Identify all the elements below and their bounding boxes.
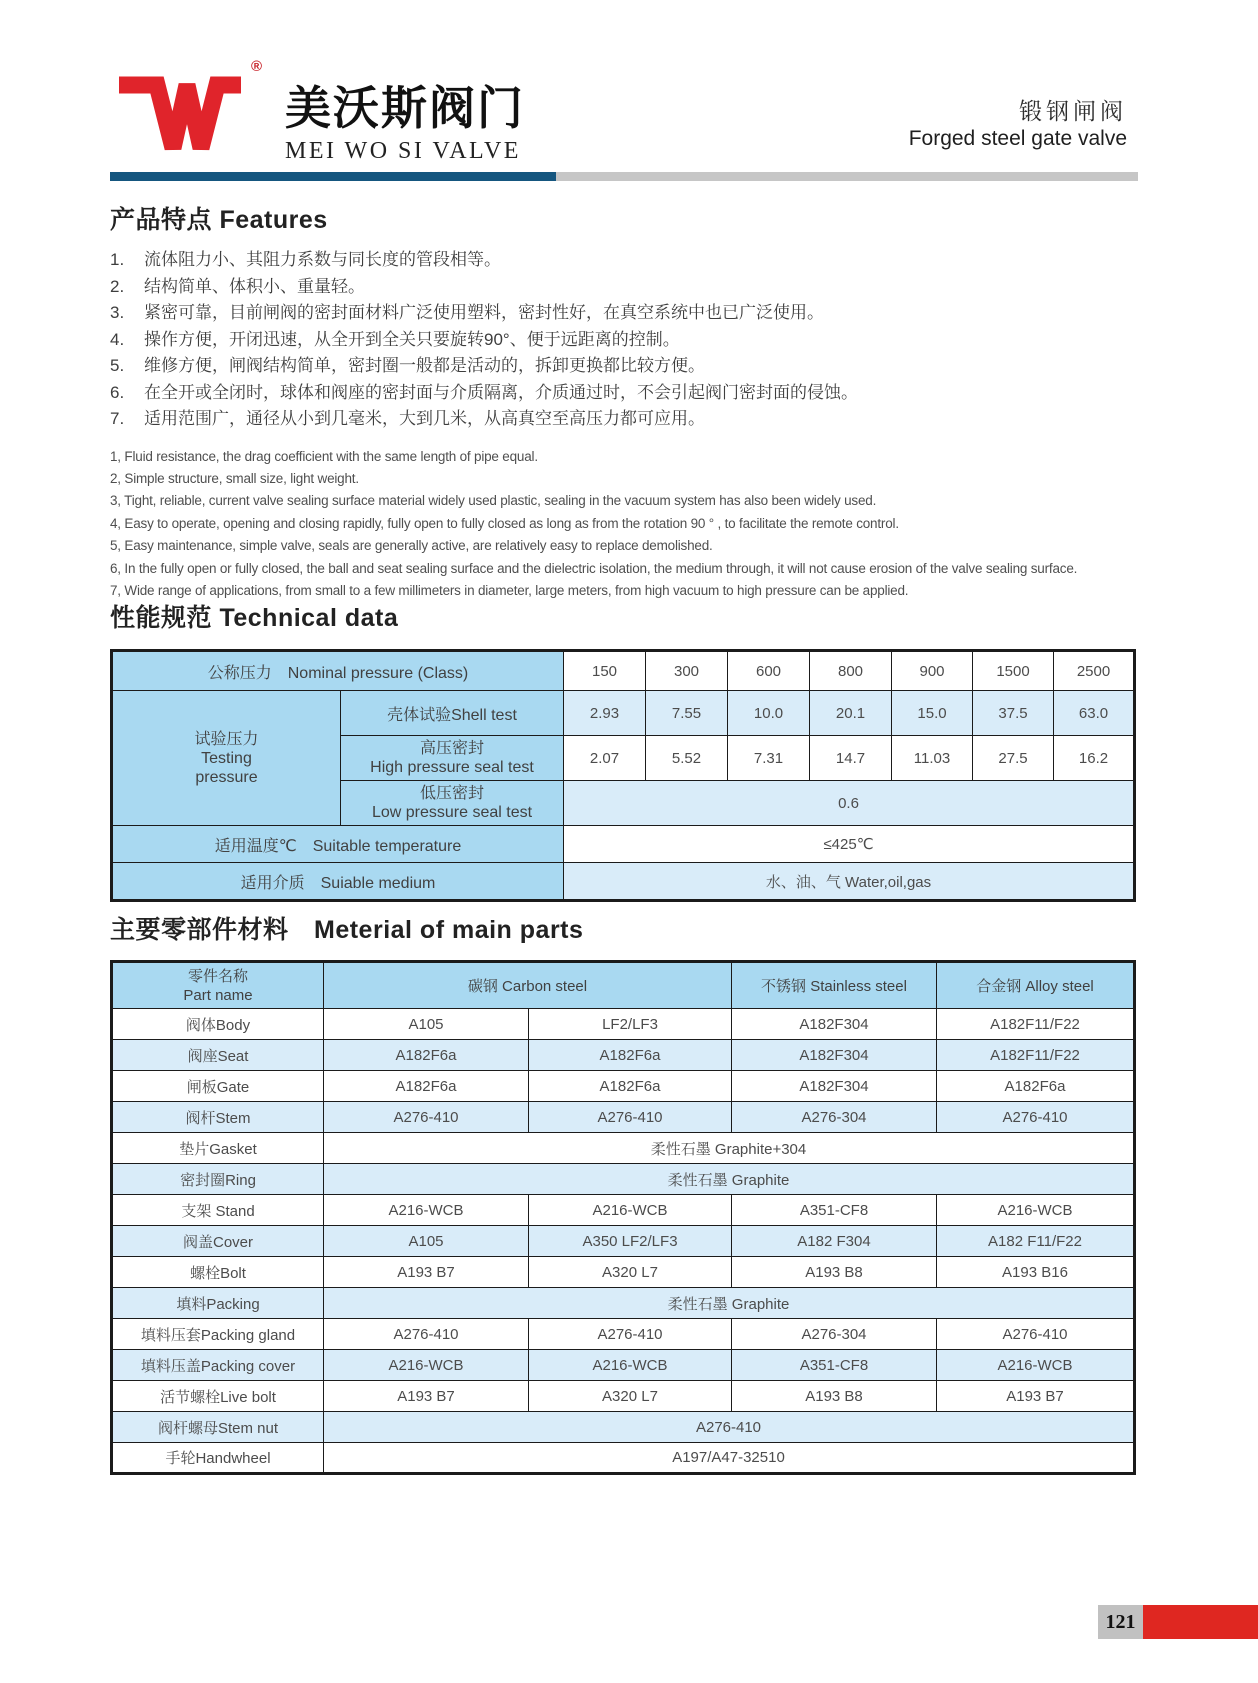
table-row [112, 1319, 1135, 1350]
material-cell: A216-WCB [529, 1350, 732, 1381]
part-name-cell: 填料压盖Packing cover [112, 1350, 324, 1381]
feature-item-cn [110, 247, 1140, 274]
label-line: Low pressure seal test [371, 804, 533, 821]
part-name-cell: 闸板Gate [112, 1071, 324, 1102]
item-text: 流体阻力小、其阻力系数与同长度的管段相等。 [144, 250, 501, 269]
material-merged-cell: 柔性石墨 Graphite+304 [324, 1133, 1135, 1164]
table-row [112, 1040, 1135, 1071]
material-cell: A182F11/F22 [937, 1009, 1135, 1040]
table-row [112, 1381, 1135, 1412]
item-number: 3. [110, 303, 125, 322]
feature-item-en: 2, Simple structure, small size, light weight. [110, 470, 359, 486]
low-seal-value: 0.6 [564, 781, 1135, 826]
technical-data-table [110, 649, 1136, 902]
suitable-temperature-label: 适用温度℃ Suitable temperature [112, 826, 564, 863]
item-text: 操作方便，开闭迅速，从全开到全关只要旋转90°、便于远距离的控制。 [144, 329, 680, 349]
material-cell: A193 B8 [732, 1381, 937, 1412]
header-rule-blue [110, 172, 556, 181]
item-number: 6. [110, 382, 125, 402]
feature-item-en: 1, Fluid resistance, the drag coefficient with the same length of pipe equal. [110, 448, 538, 464]
material-cell: A193 B7 [324, 1381, 529, 1412]
table-row [112, 1133, 1135, 1164]
shell-test-value: 63.0 [1054, 691, 1135, 736]
part-name-cell: 手轮Handwheel [112, 1443, 324, 1474]
material-cell: A276-304 [732, 1319, 937, 1350]
shell-test-value: 2.93 [564, 691, 646, 736]
brand-logo [115, 56, 635, 176]
product-name-en: Forged steel gate valve [908, 127, 1127, 150]
label-line: 零件名称 [187, 967, 248, 985]
material-cell: A182F304 [732, 1009, 937, 1040]
alloy-steel-header: 合金钢 Alloy steel [937, 962, 1135, 1009]
material-cell: LF2/LF3 [529, 1009, 732, 1040]
material-cell: A182 F11/F22 [937, 1226, 1135, 1257]
material-merged-cell: A197/A47-32510 [324, 1443, 1135, 1474]
table-row [112, 1226, 1135, 1257]
suitable-medium-label: 适用介质 Suiable medium [112, 863, 564, 901]
material-cell: A276-410 [937, 1102, 1135, 1133]
label-line: 试验压力 [194, 730, 259, 748]
table-row [112, 1443, 1135, 1474]
features-heading: 产品特点 Features [110, 206, 328, 234]
table-row [112, 1102, 1135, 1133]
part-name-cell: 支架 Stand [112, 1195, 324, 1226]
material-cell: A182F11/F22 [937, 1040, 1135, 1071]
material-cell: A193 B7 [324, 1257, 529, 1288]
item-text: 维修方便，闸阀结构简单，密封圈一般都是活动的，拆卸更换都比较方便。 [144, 356, 705, 375]
high-seal-value: 5.52 [646, 736, 728, 781]
item-number: 2. [110, 276, 125, 296]
material-cell: A351-CF8 [732, 1195, 937, 1226]
high-seal-value: 16.2 [1054, 736, 1135, 781]
high-seal-value: 7.31 [728, 736, 810, 781]
table-row [112, 863, 1135, 901]
high-seal-value: 11.03 [892, 736, 973, 781]
label-line: Testing [201, 749, 252, 767]
item-number: 4. [110, 329, 125, 349]
feature-item-cn [110, 380, 1140, 407]
material-cell: A182F304 [732, 1040, 937, 1071]
table-row [112, 1350, 1135, 1381]
label-line: pressure [195, 768, 258, 786]
materials-table [110, 960, 1136, 1475]
material-cell: A182F6a [324, 1040, 529, 1071]
technical-data-heading: 性能规范 Technical data [110, 604, 399, 632]
low-pressure-seal-label [341, 781, 564, 826]
part-name-cell: 填料Packing [112, 1288, 324, 1319]
material-cell: A320 L7 [529, 1257, 732, 1288]
material-cell: A216-WCB [324, 1350, 529, 1381]
table-row [112, 1009, 1135, 1040]
page-number: 121 [1098, 1605, 1143, 1639]
high-pressure-seal-label [341, 736, 564, 781]
pressure-class-cell: 800 [810, 651, 892, 691]
material-cell: A182F6a [529, 1071, 732, 1102]
material-cell: A216-WCB [937, 1195, 1135, 1226]
item-number: 1. [110, 250, 125, 269]
table-row [112, 1412, 1135, 1443]
material-merged-cell: A276-410 [324, 1412, 1135, 1443]
material-cell: A193 B7 [937, 1381, 1135, 1412]
table-row [112, 1164, 1135, 1195]
table-row [112, 1257, 1135, 1288]
stainless-steel-header: 不锈钢 Stainless steel [732, 962, 937, 1009]
testing-pressure-label [112, 691, 341, 826]
table-row [112, 1195, 1135, 1226]
feature-item-en: 6, In the fully open or fully closed, the ball and seat sealing surface and the dielectric isolation, the medium through, it will not cause erosion of the valve sealing surface. [110, 560, 1078, 576]
feature-item-en: 5, Easy maintenance, simple valve, seals are generally active, are relatively easy to replace demolished. [110, 538, 713, 554]
features-list-cn [110, 247, 1140, 433]
material-merged-cell: 柔性石墨 Graphite [324, 1288, 1135, 1319]
header-rule-gray [556, 172, 1138, 181]
high-seal-value: 14.7 [810, 736, 892, 781]
item-text: 在全开或全闭时，球体和阀座的密封面与介质隔离，介质通过时，不会引起阀门密封面的侵蚀。 [144, 382, 858, 402]
part-name-cell: 阀杆螺母Stem nut [112, 1412, 324, 1443]
table-row [112, 1288, 1135, 1319]
material-cell: A216-WCB [529, 1195, 732, 1226]
material-cell: A276-410 [529, 1319, 732, 1350]
material-cell: A351-CF8 [732, 1350, 937, 1381]
pressure-class-cell: 300 [646, 651, 728, 691]
feature-item-cn [110, 327, 1140, 354]
material-cell: A182 F304 [732, 1226, 937, 1257]
table-row [112, 1071, 1135, 1102]
material-cell: A276-410 [324, 1319, 529, 1350]
suitable-temperature-value: ≤425℃ [564, 826, 1135, 863]
table-row [112, 691, 1135, 736]
nominal-pressure-label: 公称压力 Nominal pressure (Class) [112, 651, 564, 691]
feature-item-cn [110, 353, 1140, 380]
brand-name-cn: 美沃斯阀门 [285, 83, 525, 134]
part-name-cell: 阀盖Cover [112, 1226, 324, 1257]
material-cell: A276-410 [937, 1319, 1135, 1350]
feature-item-en: 7, Wide range of applications, from small to a few millimeters in diameter, large meters, from high vacuum to high pressure can be applied. [110, 582, 909, 598]
pressure-class-cell: 600 [728, 651, 810, 691]
feature-item-en: 4, Easy to operate, opening and closing rapidly, fully open to fully closed as long as from the rotation 90 ° , to facilitate the remote control. [110, 515, 899, 531]
materials-heading: 主要零部件材料 Meterial of main parts [110, 916, 584, 944]
part-name-cell: 密封圈Ring [112, 1164, 324, 1195]
suitable-medium-value: 水、油、气 Water,oil,gas [564, 863, 1135, 901]
shell-test-value: 10.0 [728, 691, 810, 736]
material-cell: A276-410 [324, 1102, 529, 1133]
shell-test-value: 7.55 [646, 691, 728, 736]
material-cell: A182F6a [937, 1071, 1135, 1102]
material-cell: A216-WCB [937, 1350, 1135, 1381]
table-row [112, 651, 1135, 691]
material-cell: A276-410 [529, 1102, 732, 1133]
part-name-cell: 填料压套Packing gland [112, 1319, 324, 1350]
pressure-class-cell: 900 [892, 651, 973, 691]
label-line: High pressure seal test [370, 759, 534, 776]
material-cell: A182F304 [732, 1071, 937, 1102]
material-merged-cell: 柔性石墨 Graphite [324, 1164, 1135, 1195]
logo-w-icon [115, 72, 245, 164]
part-name-cell: 螺栓Bolt [112, 1257, 324, 1288]
label-line: 低压密封 [419, 785, 484, 802]
material-cell: A182F6a [324, 1071, 529, 1102]
shell-test-value: 20.1 [810, 691, 892, 736]
material-cell: A216-WCB [324, 1195, 529, 1226]
item-text: 适用范围广，通径从小到几毫米，大到几米，从高真空至高压力都可应用。 [144, 409, 705, 428]
carbon-steel-header: 碳钢 Carbon steel [324, 962, 732, 1009]
high-seal-value: 27.5 [973, 736, 1054, 781]
material-cell: A276-304 [732, 1102, 937, 1133]
part-name-header [112, 962, 324, 1009]
item-text: 结构简单、体积小、重量轻。 [144, 276, 365, 296]
material-cell: A182F6a [529, 1040, 732, 1071]
features-list-en [110, 446, 1140, 603]
material-cell: A193 B16 [937, 1257, 1135, 1288]
pressure-class-cell: 150 [564, 651, 646, 691]
registered-trademark-icon: ® [251, 58, 263, 75]
product-name-cn: 锻钢闸阀 [1019, 98, 1127, 124]
feature-item-cn [110, 300, 1140, 327]
materials-section [110, 910, 1140, 1475]
page-corner-red-block [1143, 1605, 1258, 1639]
high-seal-value: 2.07 [564, 736, 646, 781]
table-row [112, 826, 1135, 863]
technical-data-section [110, 598, 1140, 902]
label-line: Part name [183, 986, 253, 1004]
label-line: 高压密封 [419, 740, 484, 757]
material-cell: A193 B8 [732, 1257, 937, 1288]
page-title [909, 97, 1127, 152]
brand-name-en: MEI WO SI VALVE [285, 138, 521, 164]
material-cell: A320 L7 [529, 1381, 732, 1412]
brand-text [285, 82, 525, 164]
feature-item-cn [110, 274, 1140, 301]
material-cell: A350 LF2/LF3 [529, 1226, 732, 1257]
item-number: 7. [110, 409, 125, 428]
shell-test-label: 壳体试验Shell test [341, 691, 564, 736]
material-cell: A105 [324, 1009, 529, 1040]
item-text: 紧密可靠，目前闸阀的密封面材料广泛使用塑料，密封性好，在真空系统中也已广泛使用。 [144, 303, 824, 322]
part-name-cell: 活节螺栓Live bolt [112, 1381, 324, 1412]
shell-test-value: 15.0 [892, 691, 973, 736]
part-name-cell: 阀座Seat [112, 1040, 324, 1071]
part-name-cell: 阀体Body [112, 1009, 324, 1040]
feature-item-cn [110, 406, 1140, 433]
feature-item-en: 3, Tight, reliable, current valve sealing surface material widely used plastic, sealing in the vacuum system has also been widely used. [110, 493, 877, 509]
item-number: 5. [110, 356, 125, 375]
part-name-cell: 阀杆Stem [112, 1102, 324, 1133]
pressure-class-cell: 1500 [973, 651, 1054, 691]
part-name-cell: 垫片Gasket [112, 1133, 324, 1164]
table-header-row [112, 962, 1135, 1009]
material-cell: A105 [324, 1226, 529, 1257]
shell-test-value: 37.5 [973, 691, 1054, 736]
features-section [110, 200, 1140, 602]
pressure-class-cell: 2500 [1054, 651, 1135, 691]
